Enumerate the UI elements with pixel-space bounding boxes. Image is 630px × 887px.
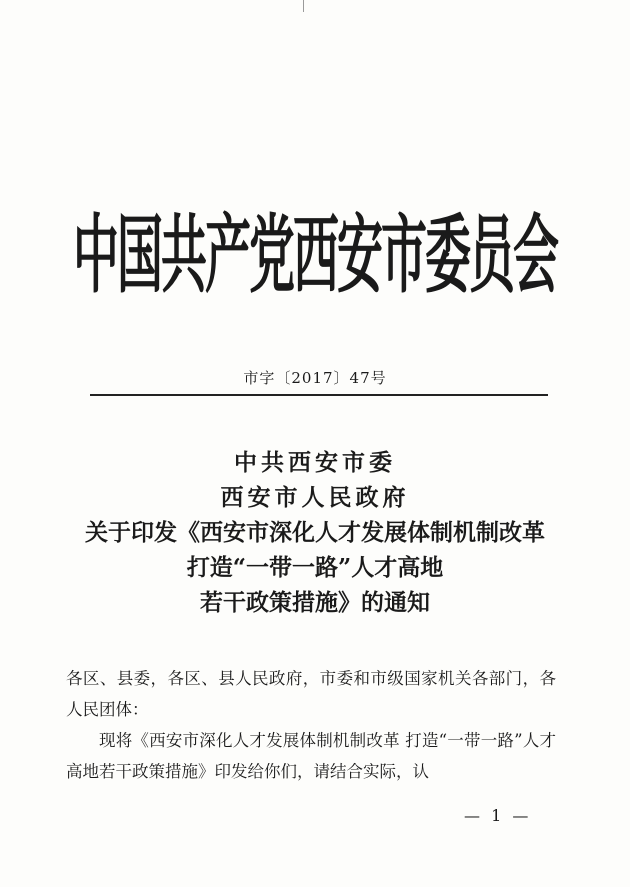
title-line: 打造“一带一路”人才高地 [186, 554, 444, 581]
document-number: 市字〔2017〕47号 [243, 369, 387, 387]
issuer-heading: 中国共产党西安市委员会 [73, 205, 557, 305]
title-line: 中共西安市委 [234, 449, 396, 476]
document-body [66, 663, 556, 787]
title-line: 若干政策措施》的通知 [200, 589, 430, 616]
addressee-line: 各区、县委，各区、县人民政府，市委和市级国家机关各部门，各人民团体： [66, 669, 556, 719]
body-paragraph: 现将《西安市深化人才发展体制机制改革 打造“一带一路”人才高地若干政策措施》印发给你们，请结合实际，认 [66, 731, 556, 781]
scan-mark [303, 0, 304, 12]
page-number: — 1 — [464, 806, 532, 825]
header-divider [90, 394, 548, 396]
title-line: 西安市人民政府 [220, 484, 410, 511]
document-title [60, 445, 570, 620]
title-line: 关于印发《西安市深化人才发展体制机制改革 [85, 519, 545, 546]
